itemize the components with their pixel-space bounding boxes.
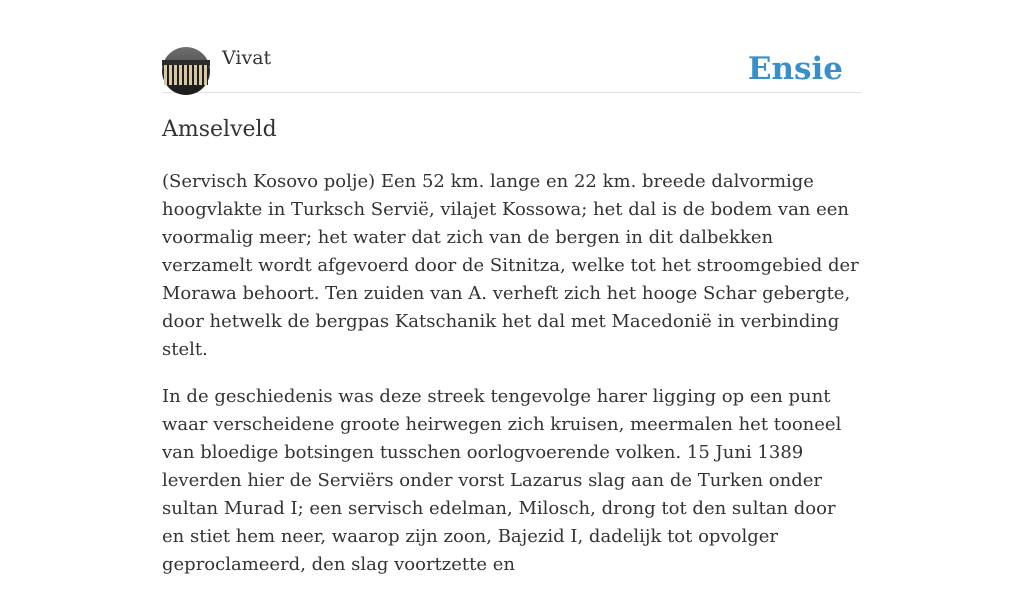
header	[162, 0, 862, 93]
article-title: Amselveld	[162, 117, 277, 142]
avatar-columns	[164, 65, 208, 85]
username-link[interactable]: Vivat	[222, 47, 272, 69]
avatar[interactable]	[162, 47, 210, 95]
page	[162, 0, 862, 575]
article-paragraph: In de geschiedenis was deze streek tengevolge harer ligging op een punt waar verscheidene groote heirwegen zich kruisen, meermalen het tooneel van bloedige botsingen tusschen oorlogvoerende volken. 15 Juni 1389 leverden hier de Serviërs onder vorst Lazarus slag aan de Turken onder sultan Murad I; een servisch edelman, Milosch, drong tot den sultan door en stiet hem neer, waarop zijn zoon, Bajezid I, dadelijk tot opvolger geproclameerd, den slag voortzette en	[162, 386, 842, 575]
article-body	[162, 168, 862, 598]
brand-logo-link[interactable]: Ensie	[747, 51, 843, 87]
article-paragraph: (Servisch Kosovo polje) Een 52 km. lange en 22 km. breede dalvormige hoogvlakte in Turksch Servië, vilajet Kossowa; het dal is de bodem van een voormalig meer; het water dat zich van de bergen in dit dalbekken verzamelt wordt afgevoerd door de Sitnitza, welke tot het stroomgebied der Morawa behoort. Ten zuiden van A. verheft zich het hooge Schar gebergte, door hetwelk de bergpas Katschanik het dal met Macedonië in verbinding stelt.	[162, 171, 859, 360]
